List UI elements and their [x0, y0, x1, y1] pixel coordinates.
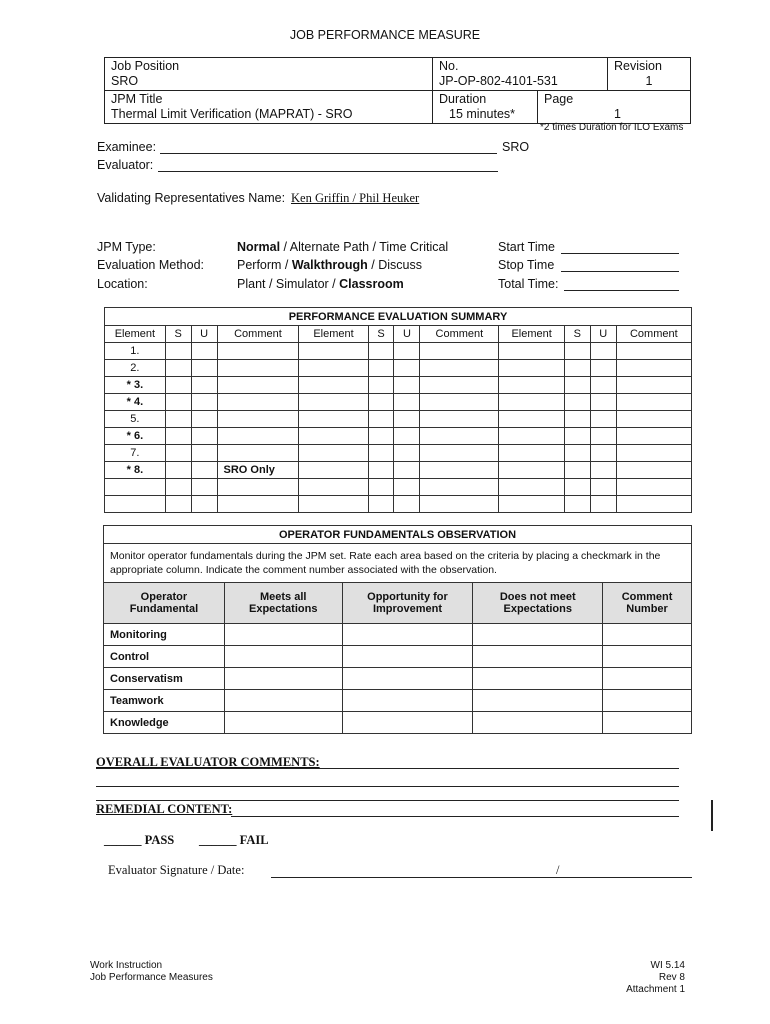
ofo-rating-cell[interactable] — [603, 712, 692, 734]
pes-cell[interactable] — [499, 411, 564, 428]
overall-comments-label: OVERALL EVALUATOR COMMENTS: — [96, 755, 320, 769]
ofo-rating-cell[interactable] — [603, 690, 692, 712]
pes-header-row — [105, 326, 692, 343]
jpm-type-options — [237, 240, 448, 254]
pes-cell[interactable] — [299, 377, 368, 394]
pes-cell[interactable] — [590, 479, 616, 496]
pes-cell[interactable] — [191, 343, 217, 360]
pes-cell[interactable] — [299, 445, 368, 462]
pes-cell[interactable] — [299, 496, 368, 513]
signature-date-slash: / — [556, 863, 560, 877]
ofo-rating-cell[interactable] — [224, 646, 342, 668]
ofo-row — [104, 646, 692, 668]
footer-work-instruction: Work Instruction — [90, 960, 163, 971]
pes-header-cell: S — [564, 326, 590, 343]
pes-cell[interactable] — [564, 377, 590, 394]
examinee-line[interactable] — [160, 153, 497, 154]
pes-row — [105, 394, 692, 411]
pes-cell[interactable] — [165, 411, 191, 428]
pes-cell[interactable] — [217, 445, 299, 462]
pes-cell[interactable] — [394, 343, 420, 360]
pes-row — [105, 428, 692, 445]
pes-header-cell: S — [165, 326, 191, 343]
pes-row — [105, 411, 692, 428]
pes-cell[interactable] — [616, 411, 691, 428]
pes-cell[interactable] — [368, 428, 394, 445]
revision-cell — [608, 58, 691, 91]
number-cell — [433, 58, 608, 91]
pes-cell[interactable] — [564, 394, 590, 411]
jpm-type-label: JPM Type: — [97, 240, 156, 254]
pass-label: PASS — [144, 833, 175, 847]
pes-row — [105, 462, 692, 479]
pes-row — [105, 377, 692, 394]
job-position-value: SRO — [111, 74, 139, 88]
pes-cell[interactable] — [191, 411, 217, 428]
ofo-rating-cell[interactable] — [342, 668, 473, 690]
pes-cell[interactable] — [394, 496, 420, 513]
pes-comment-cell[interactable]: SRO Only — [217, 462, 299, 479]
ofo-col-meets: Meets all Expectations — [224, 583, 342, 624]
ofo-rating-cell[interactable] — [603, 668, 692, 690]
pes-title: PERFORMANCE EVALUATION SUMMARY — [105, 308, 692, 326]
duration-value: 15 minutes* — [449, 107, 516, 121]
total-time-line[interactable] — [564, 290, 679, 291]
pes-element-number: 5. — [105, 411, 166, 428]
ofo-rating-cell[interactable] — [342, 624, 473, 646]
pes-cell[interactable] — [499, 343, 564, 360]
validating-value: Ken Griffin / Phil Heuker — [291, 191, 420, 205]
pes-header-cell: U — [191, 326, 217, 343]
footer-revision: Rev 8 — [658, 972, 685, 983]
pes-row — [105, 343, 692, 360]
start-time-line[interactable] — [561, 253, 679, 254]
pes-cell[interactable] — [420, 394, 499, 411]
pes-cell[interactable] — [420, 445, 499, 462]
pes-cell[interactable] — [165, 496, 191, 513]
eval-method-options — [237, 258, 422, 272]
pes-cell[interactable] — [394, 479, 420, 496]
ofo-rating-cell[interactable] — [473, 690, 603, 712]
pes-cell[interactable] — [590, 394, 616, 411]
pes-cell[interactable] — [394, 411, 420, 428]
pes-cell[interactable] — [299, 360, 368, 377]
pes-cell[interactable] — [191, 377, 217, 394]
ofo-col-fundamental: Operator Fundamental — [104, 583, 225, 624]
pes-cell[interactable] — [368, 377, 394, 394]
pes-cell[interactable] — [499, 496, 564, 513]
job-position-cell — [105, 58, 433, 91]
footer-right — [626, 960, 685, 996]
pes-cell[interactable] — [564, 479, 590, 496]
pes-row — [105, 445, 692, 462]
pes-cell[interactable] — [217, 343, 299, 360]
footer-attachment: Attachment 1 — [626, 984, 685, 995]
pes-cell[interactable] — [499, 445, 564, 462]
pes-cell[interactable] — [616, 360, 691, 377]
pes-cell[interactable] — [191, 428, 217, 445]
fail-option[interactable] — [199, 833, 269, 848]
pes-element-number: * 8. — [105, 462, 166, 479]
ofo-rating-cell[interactable] — [473, 712, 603, 734]
page-label: Page — [544, 92, 574, 106]
pass-blank: ______ — [104, 833, 142, 847]
pes-header-cell: U — [394, 326, 420, 343]
pes-cell[interactable] — [420, 496, 499, 513]
pes-cell[interactable] — [368, 343, 394, 360]
pes-cell[interactable] — [394, 394, 420, 411]
number-value: JP-OP-802-4101-531 — [439, 74, 558, 88]
pes-cell[interactable] — [191, 360, 217, 377]
pes-cell[interactable] — [616, 445, 691, 462]
pes-cell[interactable] — [165, 377, 191, 394]
pes-cell[interactable] — [394, 462, 420, 479]
ofo-row — [104, 624, 692, 646]
eval-method-pre: Perform / — [237, 258, 292, 272]
ofo-rating-cell[interactable] — [342, 690, 473, 712]
pes-header-cell: Comment — [616, 326, 691, 343]
jpm-type-other: / Alternate Path / Time Critical — [280, 240, 449, 254]
pes-cell[interactable] — [420, 462, 499, 479]
ofo-rating-cell[interactable] — [342, 712, 473, 734]
jpm-type-selected: Normal — [237, 240, 281, 254]
fail-blank: ______ — [199, 833, 237, 847]
pes-cell[interactable] — [299, 394, 368, 411]
pes-cell[interactable] — [368, 445, 394, 462]
pes-cell[interactable] — [165, 394, 191, 411]
ofo-rating-cell[interactable] — [603, 646, 692, 668]
pes-cell[interactable] — [217, 360, 299, 377]
pes-cell[interactable] — [191, 394, 217, 411]
remedial-content-line[interactable] — [231, 816, 679, 817]
pes-element-number: * 4. — [105, 394, 166, 411]
pes-cell[interactable] — [616, 394, 691, 411]
jpm-title-cell — [105, 91, 433, 124]
ofo-rating-cell[interactable] — [224, 712, 342, 734]
evaluator-label: Evaluator: — [97, 158, 154, 172]
pes-cell[interactable] — [499, 428, 564, 445]
pes-element-number: * 6. — [105, 428, 166, 445]
ofo-row — [104, 690, 692, 712]
pes-cell[interactable] — [191, 445, 217, 462]
footer-wi-number: WI 5.14 — [650, 960, 685, 971]
pes-cell[interactable] — [499, 377, 564, 394]
evaluator-line[interactable] — [158, 171, 498, 172]
pes-cell[interactable] — [616, 496, 691, 513]
pes-cell[interactable] — [368, 462, 394, 479]
pes-cell[interactable] — [590, 496, 616, 513]
pes-cell[interactable] — [368, 360, 394, 377]
duration-cell — [433, 91, 538, 124]
pes-header-cell: Comment — [217, 326, 299, 343]
pes-cell[interactable] — [368, 394, 394, 411]
pes-cell[interactable] — [299, 428, 368, 445]
pes-cell[interactable] — [394, 445, 420, 462]
ofo-title: OPERATOR FUNDAMENTALS OBSERVATION — [104, 526, 692, 544]
pes-cell[interactable] — [499, 360, 564, 377]
revision-label: Revision — [614, 59, 662, 73]
overall-comments-line-2[interactable] — [96, 786, 679, 787]
pes-cell[interactable] — [590, 428, 616, 445]
ofo-row — [104, 712, 692, 734]
header-table — [104, 57, 691, 124]
pes-cell[interactable] — [616, 428, 691, 445]
pes-cell[interactable] — [299, 479, 368, 496]
pes-cell[interactable] — [564, 428, 590, 445]
start-time-label: Start Time — [498, 240, 555, 254]
document-title: JOB PERFORMANCE MEASURE — [289, 28, 481, 42]
pes-cell[interactable] — [616, 377, 691, 394]
eval-method-label: Evaluation Method: — [97, 258, 205, 272]
location-options — [237, 277, 404, 291]
pes-cell[interactable] — [590, 411, 616, 428]
pes-element-number: 1. — [105, 343, 166, 360]
ofo-col-opportunity: Opportunity for Improvement — [342, 583, 473, 624]
duration-label: Duration — [439, 92, 487, 106]
pes-cell[interactable] — [394, 377, 420, 394]
jpm-title-label: JPM Title — [111, 92, 163, 106]
ofo-rating-cell[interactable] — [224, 624, 342, 646]
signature-line[interactable] — [271, 877, 692, 878]
stop-time-line[interactable] — [561, 271, 679, 272]
duration-note: *2 times Duration for ILO Exams — [540, 122, 684, 133]
pes-cell[interactable] — [564, 445, 590, 462]
pes-header-cell: U — [590, 326, 616, 343]
pes-cell[interactable] — [368, 479, 394, 496]
ofo-fundamental-name: Monitoring — [104, 624, 225, 646]
pes-cell[interactable] — [420, 479, 499, 496]
footer-left — [90, 960, 213, 984]
pes-cell[interactable] — [420, 428, 499, 445]
ofo-rating-cell[interactable] — [224, 690, 342, 712]
pes-cell[interactable] — [420, 411, 499, 428]
pes-cell[interactable] — [564, 411, 590, 428]
pes-cell[interactable] — [217, 496, 299, 513]
pes-cell[interactable] — [590, 343, 616, 360]
pes-header-cell: Element — [499, 326, 564, 343]
location-pre: Plant / Simulator / — [237, 277, 340, 291]
location-label: Location: — [97, 277, 148, 291]
pes-cell[interactable] — [299, 411, 368, 428]
pes-cell[interactable] — [616, 462, 691, 479]
pes-cell[interactable] — [165, 428, 191, 445]
pes-element-number — [105, 479, 166, 496]
pes-header-cell: Comment — [420, 326, 499, 343]
pass-option[interactable] — [104, 833, 174, 848]
pes-cell[interactable] — [564, 496, 590, 513]
revision-value: 1 — [645, 74, 653, 88]
pes-cell[interactable] — [217, 479, 299, 496]
pes-cell[interactable] — [590, 445, 616, 462]
pes-cell[interactable] — [616, 343, 691, 360]
pes-cell[interactable] — [299, 462, 368, 479]
pes-cell[interactable] — [165, 445, 191, 462]
page-value: 1 — [614, 107, 621, 121]
pes-cell[interactable] — [420, 343, 499, 360]
pes-row — [105, 360, 692, 377]
operator-fundamentals-observation — [103, 525, 692, 734]
examinee-label: Examinee: — [97, 140, 157, 154]
pes-element-number: * 3. — [105, 377, 166, 394]
pes-cell[interactable] — [590, 377, 616, 394]
location-selected: Classroom — [339, 277, 404, 291]
signature-label: Evaluator Signature / Date: — [108, 863, 245, 877]
ofo-instructions: Monitor operator fundamentals during the JPM set. Rate each area based on the criteria by placing a checkmark in the appropriate column. Indicate the comment number associated with the observation. — [104, 544, 692, 583]
eval-method-selected: Walkthrough — [291, 258, 368, 272]
pes-cell[interactable] — [564, 343, 590, 360]
pes-cell[interactable] — [165, 462, 191, 479]
pes-cell[interactable] — [420, 377, 499, 394]
pes-body — [105, 343, 692, 513]
pes-cell[interactable] — [165, 360, 191, 377]
pes-cell[interactable] — [165, 479, 191, 496]
pes-element-number — [105, 496, 166, 513]
pes-cell[interactable] — [217, 428, 299, 445]
pes-cell[interactable] — [191, 462, 217, 479]
remedial-content-label: REMEDIAL CONTENT: — [96, 802, 233, 816]
pes-header-cell: Element — [299, 326, 368, 343]
number-label: No. — [439, 59, 459, 73]
total-time-label: Total Time: — [498, 277, 559, 291]
pes-cell[interactable] — [616, 479, 691, 496]
stop-time-label: Stop Time — [498, 258, 555, 272]
ofo-rating-cell[interactable] — [224, 668, 342, 690]
pes-row — [105, 496, 692, 513]
ofo-col-does-not-meet: Does not meet Expectations — [473, 583, 603, 624]
ofo-body — [104, 624, 692, 734]
ofo-row — [104, 668, 692, 690]
ofo-rating-cell[interactable] — [473, 646, 603, 668]
ofo-rating-cell[interactable] — [473, 668, 603, 690]
pes-cell[interactable] — [165, 343, 191, 360]
pes-cell[interactable] — [191, 496, 217, 513]
pes-cell[interactable] — [368, 496, 394, 513]
pes-cell[interactable] — [499, 462, 564, 479]
validating-label: Validating Representatives Name: — [97, 191, 286, 205]
pes-cell[interactable] — [217, 394, 299, 411]
ofo-col-comment-number: Comment Number — [603, 583, 692, 624]
overall-comments-line-1[interactable] — [96, 768, 679, 769]
ofo-rating-cell[interactable] — [603, 624, 692, 646]
ofo-fundamental-name: Control — [104, 646, 225, 668]
pes-cell[interactable] — [394, 428, 420, 445]
pes-cell[interactable] — [299, 343, 368, 360]
page-cell — [538, 91, 691, 124]
pes-cell[interactable] — [564, 462, 590, 479]
pes-header-cell: Element — [105, 326, 166, 343]
performance-evaluation-summary — [104, 307, 692, 513]
overall-comments-line-3[interactable] — [96, 800, 679, 801]
pes-element-number: 7. — [105, 445, 166, 462]
change-bar — [711, 800, 713, 831]
footer-jpm: Job Performance Measures — [90, 972, 213, 983]
pes-cell[interactable] — [394, 360, 420, 377]
ofo-fundamental-name: Knowledge — [104, 712, 225, 734]
pes-cell[interactable] — [368, 411, 394, 428]
fail-label: FAIL — [239, 833, 269, 847]
pes-cell[interactable] — [217, 411, 299, 428]
job-position-label: Job Position — [111, 59, 180, 73]
ofo-fundamental-name: Teamwork — [104, 690, 225, 712]
ofo-rating-cell[interactable] — [473, 624, 603, 646]
pes-cell[interactable] — [217, 377, 299, 394]
ofo-rating-cell[interactable] — [342, 646, 473, 668]
pes-cell[interactable] — [191, 479, 217, 496]
jpm-title-value: Thermal Limit Verification (MAPRAT) - SRO — [111, 107, 353, 121]
eval-method-post: / Discuss — [367, 258, 422, 272]
examinee-suffix: SRO — [502, 140, 530, 154]
pes-cell[interactable] — [564, 360, 590, 377]
pes-cell[interactable] — [499, 394, 564, 411]
pes-cell[interactable] — [499, 479, 564, 496]
pes-cell[interactable] — [590, 360, 616, 377]
pes-header-cell: S — [368, 326, 394, 343]
pes-cell[interactable] — [420, 360, 499, 377]
pes-element-number: 2. — [105, 360, 166, 377]
ofo-fundamental-name: Conservatism — [104, 668, 225, 690]
pes-row — [105, 479, 692, 496]
pes-cell[interactable] — [590, 462, 616, 479]
